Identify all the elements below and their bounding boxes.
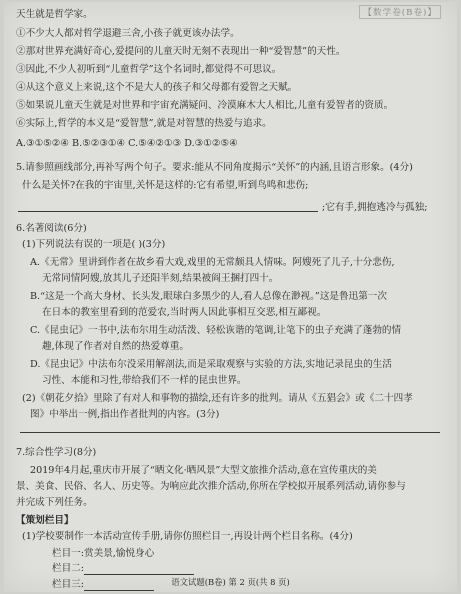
q6-answer-line[interactable] [20, 432, 440, 433]
q5-prompt: 5.请参照画线部分,再补写两个句子。要求:能从不同角度揭示“关怀”的内涵,且语言形象。(4分) [16, 162, 413, 173]
q4-sentence-3: ③因此,不少人初听到“儿童哲学”这个名词时,都觉得不可思议。 [16, 64, 282, 75]
q6-option-b-2: 在日本的教室里看到的范爱农,当时两人因此事相互交恶,相互鄙视。 [42, 307, 327, 318]
q6-sub-2-line-1: (2)《朝花夕拾》里除了有对人和事物的描绘,还有许多的批判。请从《五猖会》或《二十四孝 [22, 393, 413, 404]
q6-option-b-1: B.“这是一个高大身材、长头发,眼球白多黑少的人,看人总像在渺视。”这是鲁迅第一次 [30, 291, 387, 302]
corner-stamp: 【数学卷(B卷)】 [359, 5, 441, 19]
q4-options: A.③①⑤②④ B.⑤②③①④ C.⑤④②①③ D.③①②⑤④ [16, 138, 238, 149]
q4-sentence-4: ④从这个意义上来说,这个不是大人的孩子和父母都有爱智之天赋。 [16, 82, 298, 93]
q7-column-3-label: 栏目三: [52, 579, 85, 590]
q7-section-heading: 【策划栏目】 [16, 515, 74, 526]
q4-sentence-2: ②那对世界充满好奇心,爱提问的儿童天时无刻不表现出一种“爱智慧”的天性。 [16, 46, 346, 57]
q7-task: (1)学校要制作一本活动宣传手册,请你仿照栏目一,再设计两个栏目名称。(4分) [22, 531, 353, 542]
q7-para-3: 并完成下列任务。 [16, 497, 93, 508]
q6-title: 6.名著阅读(6分) [16, 223, 87, 234]
q4-lead: 天生就是哲学家。 [16, 9, 93, 20]
q7-column-2-blank[interactable] [84, 564, 194, 575]
page-footer: 语文试题(B卷) 第 2 页(共 8 页) [171, 577, 290, 587]
q6-option-a-1: A.《无常》里讲到作者在故乡看大戏,戏里的无常颇具人情味。阿嫂死了儿子,十分悲伤, [30, 257, 395, 268]
q5-line-1: 什么是关怀?在我的宇宙里,关怀是这样的:它有希望,听到鸟鸣和悲伤; [22, 180, 309, 191]
q6-option-d-1: D.《昆虫记》中法布尔没采用解剖法,而是采取观察与实验的方法,实地记录昆虫的生活 [30, 359, 392, 370]
q6-option-c-2: 趣,体现了作者对自然的热爱尊重。 [42, 341, 189, 352]
q6-option-d-2: 习性、本能和习性,带给我们不一样的昆虫世界。 [42, 375, 247, 386]
q5-line-3: ;它有手,拥抱逃冷与孤独; [322, 202, 428, 213]
q6-sub-1: (1)下列说法有误的一项是( )(3分) [22, 239, 166, 250]
q4-sentence-5: ⑤如果说儿童天生就是对世界和宇宙充满疑问、冷漠麻木大人相比,儿童有爱智者的资质。 [16, 100, 394, 111]
q6-sub-2-line-2: 图》中举出一例,指出作者批判的内容。(3分) [30, 409, 220, 420]
q7-column-2-label: 栏目二: [52, 563, 85, 574]
q7-title: 7.综合性学习(8分) [16, 447, 97, 458]
q7-column-1: 栏目一:赏美景,愉悦身心 [52, 548, 155, 559]
q6-option-a-2: 无常同情阿嫂,放其儿子还阳半刻,结果被阎王捆打四十。 [42, 273, 279, 284]
exam-page [4, 2, 457, 592]
q5-answer-blank-1[interactable] [18, 211, 318, 212]
q6-option-c-1: C.《昆虫记》一书中,法布尔用生动活泼、轻松诙谐的笔调,让笔下的虫子充满了蓬勃的情 [30, 325, 402, 336]
q7-para-1: 2019年4月起,重庆市开展了“晒文化·晒风景”大型文旅推介活动,意在宣传重庆的美 [30, 465, 377, 476]
q4-sentence-6: ⑥实际上,哲学的本义是“爱智慧”,就是对智慧的热爱与追求。 [16, 118, 272, 129]
q7-column-2 [4, 562, 252, 575]
q4-sentence-1: ①不少大人都对哲学退避三舍,小孩子就更该办法学。 [16, 28, 240, 39]
q7-para-2: 景、美食、民俗、名人、历史等。为响应此次推介活动,你所在学校拟开展系列活动,请你参与 [16, 481, 406, 492]
